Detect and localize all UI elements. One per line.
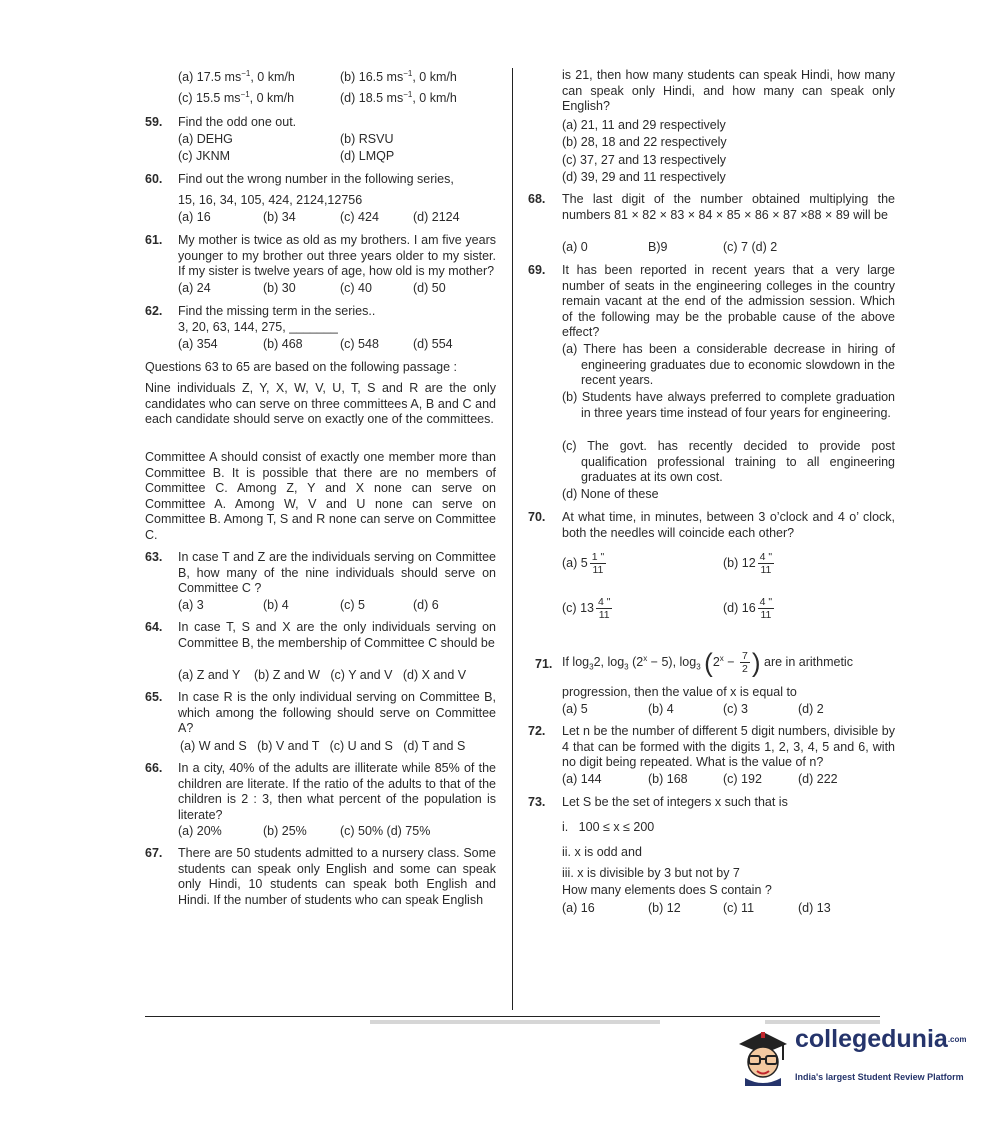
- q73-option-a: (a) 16: [562, 901, 595, 915]
- q67-option-c: (c) 37, 27 and 13 respectively: [562, 153, 726, 167]
- q62-option-d: (d) 554: [413, 337, 453, 351]
- q64-options: (a) Z and Y (b) Z and W (c) Y and V (d) X and V: [178, 668, 467, 682]
- q73-number: 73.: [528, 795, 546, 809]
- q70-text: At what time, in minutes, between 3 o’clock and 4 o’ clock, both the needles will coincide each other?: [562, 510, 895, 540]
- q71-option-c: (c) 3: [723, 702, 748, 716]
- q61-option-a: (a) 24: [178, 281, 211, 295]
- q60-text: Find out the wrong number in the following series,: [178, 172, 454, 186]
- q73-condition-iii: iii. x is divisible by 3 but not by 7: [562, 866, 740, 880]
- q72-option-a: (a) 144: [562, 772, 602, 786]
- q62-text: Find the missing term in the series..: [178, 304, 376, 318]
- q67-text: There are 50 students admitted to a nursery class. Some students can speak only English and some can speak only Hindi, 10 students can speak both English and Hindi. If the number of students who can speak English: [178, 846, 496, 907]
- q69-option-a: (a) There has been a considerable decrease in hiring of engineering graduates due to economic slowdown in the recent years.: [562, 342, 895, 387]
- q73-option-b: (b) 12: [648, 901, 681, 915]
- q68-option-b: B)9: [648, 240, 668, 254]
- q64-number: 64.: [145, 620, 163, 634]
- q72-option-b: (b) 168: [648, 772, 688, 786]
- q65-number: 65.: [145, 690, 163, 704]
- q73-condition-i: i. 100 ≤ x ≤ 200: [562, 820, 655, 834]
- q62-number: 62.: [145, 304, 163, 318]
- q67-option-b: (b) 28, 18 and 22 respectively: [562, 135, 727, 149]
- q73-question: How many elements does S contain ?: [562, 883, 772, 897]
- q62-option-c: (c) 548: [340, 337, 379, 351]
- q63-text: In case T and Z are the individuals serving on Committee B, how many of the nine individuals should serve on Committee C ?: [178, 550, 496, 595]
- q59-option-d: (d) LMQP: [340, 149, 395, 163]
- q60-number: 60.: [145, 172, 163, 186]
- q58-option-d: (d) 18.5 $ms^{-1}$, 0 km/h: [340, 89, 457, 105]
- q66-text: In a city, 40% of the adults are illiterate while 85% of the children are literate. If the ratio of the adults to that of the children is 2 : 3, then what percent of the population is literate?: [178, 761, 496, 822]
- q69-option-b: (b) Students have always preferred to complete graduation in three years time instead of four years for engineering.: [562, 390, 895, 420]
- column-divider: [512, 68, 513, 1010]
- q72-text: Let n be the number of different 5 digit numbers, divisible by 4 that can be formed with the digits 1, 2, 3, 4, 5 and 6, with no digit being repeated. What is the value of n?: [562, 724, 895, 769]
- q73-option-c: (c) 11: [723, 901, 755, 915]
- q60-option-d: (d) 2124: [413, 210, 460, 224]
- q71-option-a: (a) 5: [562, 702, 588, 716]
- q72-number: 72.: [528, 724, 546, 738]
- q65-text: In case R is the only individual serving on Committee B, which among the following should serve on Committee A?: [178, 690, 496, 735]
- q60-series: 15, 16, 34, 105, 424, 2124,12756: [178, 193, 363, 207]
- q70-option-c: (c) 13 $\frac{4 "}{11}$: [562, 596, 611, 621]
- q69-number: 69.: [528, 263, 546, 277]
- q67-continuation: is 21, then how many students can speak Hindi, how many can speak only Hindi, and how many can speak only English?: [562, 68, 895, 113]
- q59-option-c: (c) JKNM: [178, 149, 231, 163]
- q69-option-d: (d) None of these: [562, 487, 659, 501]
- q66-option-a: (a) 20%: [178, 824, 222, 838]
- q70-option-a: (a) 5 $\frac{1 "}{11}$: [562, 551, 605, 576]
- q68-option-a: (a) 0: [562, 240, 588, 254]
- q62-option-a: (a) 354: [178, 337, 218, 351]
- q59-number: 59.: [145, 115, 163, 129]
- q71-option-b: (b) 4: [648, 702, 674, 716]
- q72-option-d: (d) 222: [798, 772, 838, 786]
- q70-number: 70.: [528, 510, 546, 524]
- q59-option-a: (a) DEHG: [178, 132, 233, 146]
- q67-number: 67.: [145, 846, 163, 860]
- q58-option-c: (c) 15.5 $ms^{-1}$, 0 km/h: [178, 89, 295, 105]
- left-paren: (: [704, 647, 713, 678]
- q58-option-b: (b) 16.5 $ms^{-1}$, 0 km/h: [340, 68, 457, 84]
- q66-option-b: (b) 25%: [263, 824, 307, 838]
- footer-faint-text: [765, 1020, 880, 1024]
- logo-tagline: India's largest Student Review Platform: [795, 1072, 964, 1082]
- q60-option-c: (c) 424: [340, 210, 379, 224]
- q60-option-a: (a) 16: [178, 210, 211, 224]
- q61-option-d: (d) 50: [413, 281, 446, 295]
- q73-option-d: (d) 13: [798, 901, 831, 915]
- q66-number: 66.: [145, 761, 163, 775]
- q70-option-d: (d) 16 $\frac{4 "}{11}$: [723, 596, 773, 621]
- q62-series: 3, 20, 63, 144, 275, _______: [178, 320, 338, 334]
- mascot-icon: [735, 1026, 791, 1086]
- q68-text: The last digit of the number obtained multiplying the numbers 81 × 82 × 83 × 84 × 85 × 86 × 87 ×88 × 89 will be: [562, 192, 895, 222]
- collegedunia-logo[interactable]: [735, 1026, 965, 1086]
- q63-option-a: (a) 3: [178, 598, 204, 612]
- footer-rule: [145, 1016, 880, 1017]
- passage-paragraph-1: Nine individuals Z, Y, X, W, V, U, T, S and R are the only candidates who can serve on three committees A, B and C and each candidate should serve on exactly one of the committees.: [145, 381, 496, 426]
- passage-paragraph-2: Committee A should consist of exactly one member more than Committee B. It is possible that there are no members of Committee C. Among Z, Y and X none can serve on Committee A. Among W, V and U none can serve on Committee B. Among T, S and R none can serve on Committee C.: [145, 450, 496, 542]
- q61-option-b: (b) 30: [263, 281, 296, 295]
- q65-options: (a) W and S (b) V and T (c) U and S (d) T and S: [180, 739, 466, 753]
- q59-text: Find the odd one out.: [178, 115, 297, 129]
- q69-text: It has been reported in recent years that a very large number of seats in the engineering colleges in the country remain vacant at the end of the admission session. Which of the following may be the probable cause of the above effect?: [562, 263, 895, 339]
- footer-faint-text: [370, 1020, 660, 1024]
- q73-condition-ii: ii. x is odd and: [562, 845, 642, 859]
- q63-option-b: (b) 4: [263, 598, 289, 612]
- passage-intro: Questions 63 to 65 are based on the following passage :: [145, 360, 458, 374]
- right-paren: ): [751, 647, 761, 678]
- q67-option-a: (a) 21, 11 and 29 respectively: [562, 118, 726, 132]
- q68-number: 68.: [528, 192, 546, 206]
- q62-option-b: (b) 468: [263, 337, 303, 351]
- q71-expression: If $\log_32$, $\log_3 (2^x - 5)$, $\log_3 (2^x$ − $\frac{7}{2}$ ) are in arithmetic: [562, 647, 853, 678]
- q71-number: 71.: [535, 657, 553, 671]
- q67-option-d: (d) 39, 29 and 11 respectively: [562, 170, 726, 184]
- q70-option-b: (b) 12 $\frac{4 "}{11}$: [723, 551, 773, 576]
- q63-option-c: (c) 5: [340, 598, 365, 612]
- q60-option-b: (b) 34: [263, 210, 296, 224]
- logo-wordmark: collegedunia$^{.com}$: [795, 1025, 967, 1053]
- q73-text: Let S be the set of integers x such that is: [562, 795, 788, 809]
- q71-option-d: (d) 2: [798, 702, 824, 716]
- q59-option-b: (b) RSVU: [340, 132, 394, 146]
- q63-option-d: (d) 6: [413, 598, 439, 612]
- q64-text: In case T, S and X are the only individuals serving on Committee B, the membership of Committee C should be: [178, 620, 496, 650]
- q61-text: My mother is twice as old as my brothers. I am five years younger to my brother out three years older to my sister. If my sister is twelve years of age, how old is my mother?: [178, 233, 496, 278]
- q68-option-cd: (c) 7 (d) 2: [723, 240, 778, 254]
- q69-option-c: (c) The govt. has recently decided to provide post qualification professional training to all engineering graduates at its own cost.: [562, 439, 895, 484]
- q61-number: 61.: [145, 233, 163, 247]
- q61-option-c: (c) 40: [340, 281, 372, 295]
- q72-option-c: (c) 192: [723, 772, 762, 786]
- q66-option-cd: (c) 50% (d) 75%: [340, 824, 431, 838]
- q58-option-a: (a) 17.5 $ms^{-1}$, 0 km/h: [178, 68, 295, 84]
- q71-line2: progression, then the value of x is equal to: [562, 685, 797, 699]
- q63-number: 63.: [145, 550, 163, 564]
